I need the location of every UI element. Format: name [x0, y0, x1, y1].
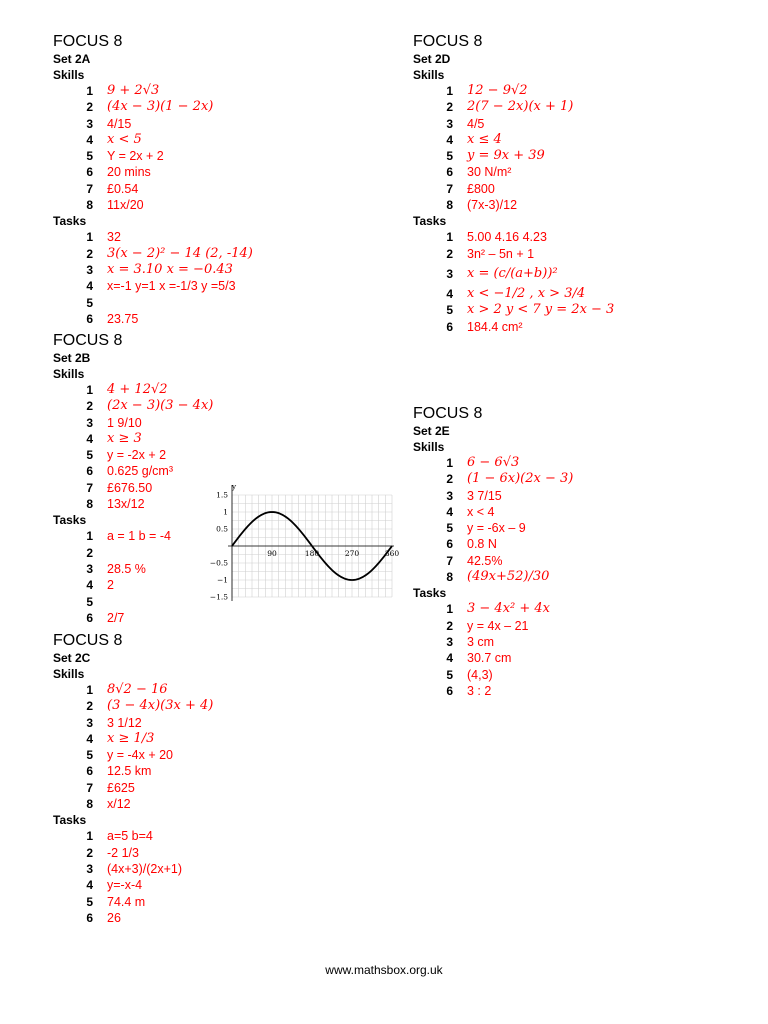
x-tick-label: 270	[344, 549, 360, 558]
skill-row	[413, 536, 743, 552]
task-row	[53, 861, 383, 877]
question-number: 1	[446, 84, 453, 98]
task-row	[413, 302, 743, 318]
question-number: 6	[446, 683, 453, 698]
x-tick-label: 90	[267, 549, 277, 558]
y-tick-label: −1	[216, 575, 228, 585]
answer: 2/7	[107, 610, 125, 625]
answer: y = 9x + 39	[467, 148, 545, 164]
answer: x=-1 y=1 x =-1/3 y =5/3	[107, 279, 236, 294]
tasks-heading: Tasks	[53, 813, 87, 828]
answer: 3 1/12	[107, 715, 142, 730]
skill-row	[53, 398, 383, 414]
question-number: 1	[446, 602, 453, 617]
question-number: 2	[86, 399, 93, 414]
answer: 1 9/10	[107, 415, 142, 430]
sine-graph	[200, 481, 400, 606]
answer: 28.5 %	[107, 561, 146, 576]
set-2e-block	[413, 405, 743, 699]
question-number: 5	[446, 303, 453, 318]
answer: 0.8 N	[467, 537, 497, 552]
answer: 32	[107, 230, 121, 245]
skill-row	[53, 148, 383, 164]
skill-row	[413, 455, 743, 471]
skills-heading: Skills	[413, 440, 445, 454]
sine-graph-svg	[200, 481, 400, 606]
answer: (3 − 4x)(3x + 4)	[107, 698, 214, 714]
answer: 3 : 2	[467, 683, 492, 698]
question-number: 2	[86, 100, 93, 115]
task-row	[53, 311, 383, 327]
skills-heading: Skills	[53, 667, 85, 681]
question-number: 7	[86, 181, 93, 196]
skill-row	[413, 83, 743, 99]
answer: 42.5%	[467, 553, 503, 568]
skill-row	[53, 164, 383, 180]
question-number: 6	[86, 610, 93, 625]
task-row	[53, 894, 383, 910]
question-number: 8	[86, 198, 93, 213]
question-number: 3	[446, 634, 453, 649]
skill-row	[413, 504, 743, 520]
question-number: 3	[86, 262, 93, 277]
question-number: 2	[86, 699, 93, 714]
skill-row	[413, 164, 743, 180]
question-number: 3	[86, 715, 93, 730]
question-number: 3	[86, 415, 93, 430]
answer: -2 1/3	[107, 845, 139, 860]
question-number: 4	[86, 578, 93, 593]
question-number: 2	[86, 246, 93, 261]
answer: y = 4x – 21	[467, 618, 529, 633]
task-row	[53, 828, 383, 844]
question-number: 7	[86, 780, 93, 795]
question-number: 5	[86, 894, 93, 909]
set-2a-block	[53, 33, 383, 327]
answer: (7x-3)/12	[467, 198, 518, 213]
question-number: 1	[86, 829, 93, 844]
skill-row	[53, 682, 383, 698]
question-number: 4	[446, 504, 453, 519]
answer: 4 + 12√2	[107, 382, 168, 397]
task-row	[413, 683, 743, 699]
question-number: 3	[86, 561, 93, 576]
question-number: 5	[446, 667, 453, 682]
question-number: 4	[86, 731, 93, 746]
question-number: 6	[86, 311, 93, 326]
answer: 9 + 2√3	[107, 83, 160, 98]
question-number: 5	[86, 594, 93, 609]
answer: (1 − 6x)(2x − 3)	[467, 471, 574, 487]
answer: (49x+52)/30	[467, 569, 550, 585]
question-number: 6	[446, 319, 453, 334]
focus-title: FOCUS 8	[53, 33, 123, 50]
question-number: 5	[86, 448, 93, 463]
skill-row	[53, 83, 383, 99]
skill-row	[413, 553, 743, 569]
skill-row	[53, 132, 383, 148]
answer: 4/5	[467, 116, 485, 131]
question-number: 5	[86, 149, 93, 164]
answer: x/12	[107, 797, 131, 812]
answer: (2x − 3)(3 − 4x)	[107, 398, 214, 414]
answer: x ≥ 3	[107, 430, 142, 446]
skill-row	[413, 132, 743, 148]
tasks-heading: Tasks	[413, 214, 447, 229]
question-number: 5	[86, 748, 93, 763]
question-number: 8	[86, 797, 93, 812]
skill-row	[53, 731, 383, 747]
question-number: 8	[86, 497, 93, 512]
skill-row	[53, 796, 383, 812]
answer: x ≤ 4	[467, 131, 502, 147]
task-row	[53, 877, 383, 893]
task-row	[413, 618, 743, 634]
task-row	[53, 610, 383, 626]
answer: y=-x-4	[107, 878, 143, 893]
answer: 12 − 9√2	[467, 83, 528, 98]
answer: x < −1/2 , x > 3/4	[467, 285, 586, 301]
skill-row	[413, 197, 743, 213]
answer: 3n² – 5n + 1	[467, 246, 535, 261]
question-number: 5	[446, 521, 453, 536]
x-tick-label: 360	[384, 549, 400, 558]
answer: 11x/20	[107, 198, 144, 213]
answer: x < 4	[467, 504, 495, 519]
answer: a=5 b=4	[107, 829, 153, 844]
answer: 74.4 m	[107, 894, 146, 909]
question-number: 1	[86, 230, 93, 245]
answer: 12.5 km	[107, 764, 152, 779]
answer: Y = 2x + 2	[107, 149, 164, 164]
skill-row	[53, 197, 383, 213]
task-row	[53, 262, 383, 278]
focus-title: FOCUS 8	[53, 332, 123, 349]
question-number: 1	[446, 230, 453, 245]
question-number: 2	[86, 545, 93, 560]
skill-row	[53, 763, 383, 779]
skill-row	[413, 181, 743, 197]
skill-row	[53, 116, 383, 132]
x-tick-label: 180	[304, 549, 320, 558]
skill-row	[413, 471, 743, 487]
question-number: 6	[446, 165, 453, 180]
task-row	[53, 278, 383, 294]
skill-row	[53, 698, 383, 714]
answer: £0.54	[107, 181, 139, 196]
y-tick-label: 1.5	[216, 490, 228, 500]
question-number: 1	[86, 84, 93, 98]
task-row	[413, 667, 743, 683]
answer: 3(x − 2)² − 14 (2, -14)	[107, 245, 253, 261]
skill-row	[413, 148, 743, 164]
answer: 8√2 − 16	[107, 682, 168, 697]
answer: (4x − 3)(1 − 2x)	[107, 99, 214, 115]
question-number: 1	[86, 683, 93, 697]
question-number: 7	[86, 480, 93, 495]
set-label: Set 2C	[53, 651, 91, 665]
question-number: 1	[86, 529, 93, 544]
answer: 20 mins	[107, 165, 151, 180]
skill-row	[53, 747, 383, 763]
question-number: 3	[446, 116, 453, 131]
task-row	[413, 246, 743, 262]
y-tick-label: −0.5	[209, 558, 228, 568]
graph-labels	[210, 482, 400, 602]
question-number: 3	[446, 488, 453, 503]
question-number: 2	[446, 472, 453, 487]
task-row	[413, 601, 743, 617]
question-number: 4	[446, 286, 453, 301]
skill-row	[413, 569, 743, 585]
question-number: 4	[86, 132, 93, 147]
answer: 26	[107, 910, 121, 925]
question-number: 2	[446, 100, 453, 115]
skill-row	[53, 181, 383, 197]
question-number: 3	[446, 266, 453, 281]
task-row	[53, 910, 383, 926]
skills-heading: Skills	[53, 367, 85, 381]
skill-row	[53, 463, 383, 479]
tasks-heading: Tasks	[413, 586, 447, 601]
question-number: 8	[446, 570, 453, 585]
focus-title: FOCUS 8	[53, 632, 123, 649]
answer: x ≥ 1/3	[107, 730, 155, 746]
skill-row	[53, 99, 383, 115]
answer: 3 − 4x² + 4x	[467, 601, 551, 617]
y-tick-label: 1	[223, 507, 228, 517]
question-number: 3	[86, 861, 93, 876]
answer: 13x/12	[107, 497, 145, 512]
question-number: 4	[446, 651, 453, 666]
question-number: 5	[86, 295, 93, 310]
task-row	[53, 295, 383, 311]
task-row	[413, 650, 743, 666]
skill-row	[53, 715, 383, 731]
skill-row	[53, 415, 383, 431]
skill-row	[53, 382, 383, 398]
question-number: 6	[446, 537, 453, 552]
answer: 5.00 4.16 4.23	[467, 230, 547, 245]
question-number: 2	[446, 246, 453, 261]
y-tick-label: −1.5	[209, 592, 228, 602]
y-axis-label: y	[231, 482, 237, 491]
question-number: 6	[86, 764, 93, 779]
tasks-heading: Tasks	[53, 214, 87, 229]
answer: 2(7 − 2x)(x + 1)	[467, 99, 574, 115]
question-number: 7	[446, 553, 453, 568]
task-row	[53, 229, 383, 245]
skill-row	[413, 116, 743, 132]
footer-url: www.mathsbox.org.uk	[325, 963, 443, 977]
skill-row	[53, 780, 383, 796]
answer: £625	[107, 780, 135, 795]
skill-row	[413, 99, 743, 115]
task-row	[413, 262, 743, 286]
answer: x > 2 y < 7 y = 2x − 3	[467, 302, 615, 318]
answer: 184.4 cm²	[467, 319, 523, 334]
answer: x = (c/(a+b))²	[467, 265, 558, 281]
task-row	[53, 845, 383, 861]
question-number: 4	[86, 431, 93, 446]
answer: 3 cm	[467, 634, 495, 649]
focus-title: FOCUS 8	[413, 33, 483, 50]
answer: x = 3.10 x = −0.43	[107, 261, 233, 277]
skill-row	[413, 488, 743, 504]
answer: £676.50	[107, 480, 153, 495]
answer: y = -2x + 2	[107, 448, 167, 463]
question-number: 6	[86, 165, 93, 180]
question-number: 8	[446, 198, 453, 213]
skills-heading: Skills	[413, 68, 445, 82]
answer: (4x+3)/(2x+1)	[107, 861, 183, 876]
question-number: 4	[86, 878, 93, 893]
answer: y = -4x + 20	[107, 748, 174, 763]
set-2d-block	[413, 33, 743, 335]
skill-row	[413, 520, 743, 536]
skills-heading: Skills	[53, 68, 85, 82]
answer: 4/15	[107, 116, 132, 131]
question-number: 1	[86, 383, 93, 397]
tasks-heading: Tasks	[53, 513, 87, 528]
question-number: 4	[86, 279, 93, 294]
answer: 0.625 g/cm³	[107, 464, 174, 479]
question-number: 2	[86, 845, 93, 860]
question-number: 5	[446, 149, 453, 164]
question-number: 6	[86, 910, 93, 925]
answer: 3 7/15	[467, 488, 502, 503]
skill-row	[53, 447, 383, 463]
set-2c-block	[53, 632, 383, 926]
answer: 2	[107, 578, 114, 593]
question-number: 6	[86, 464, 93, 479]
task-row	[413, 229, 743, 245]
set-label: Set 2D	[413, 52, 451, 66]
question-number: 4	[446, 132, 453, 147]
task-row	[53, 246, 383, 262]
set-label: Set 2E	[413, 424, 450, 438]
answer: 23.75	[107, 311, 139, 326]
question-number: 1	[446, 456, 453, 470]
graph-axes	[228, 485, 394, 601]
answer: £800	[467, 181, 495, 196]
answer: a = 1 b = -4	[107, 529, 171, 544]
task-row	[413, 319, 743, 335]
task-row	[413, 634, 743, 650]
question-number: 2	[446, 618, 453, 633]
answer: 6 − 6√3	[467, 455, 520, 470]
set-label: Set 2A	[53, 52, 91, 66]
answer: (4,3)	[467, 667, 493, 682]
answer: 30.7 cm	[467, 651, 512, 666]
skill-row	[53, 431, 383, 447]
answer: y = -6x – 9	[467, 521, 526, 536]
focus-title: FOCUS 8	[413, 405, 483, 422]
set-label: Set 2B	[53, 351, 91, 365]
task-row	[413, 286, 743, 302]
answer: 30 N/m²	[467, 165, 512, 180]
question-number: 3	[86, 116, 93, 131]
question-number: 7	[446, 181, 453, 196]
y-tick-label: 0.5	[216, 524, 228, 534]
answer: x < 5	[107, 131, 142, 147]
